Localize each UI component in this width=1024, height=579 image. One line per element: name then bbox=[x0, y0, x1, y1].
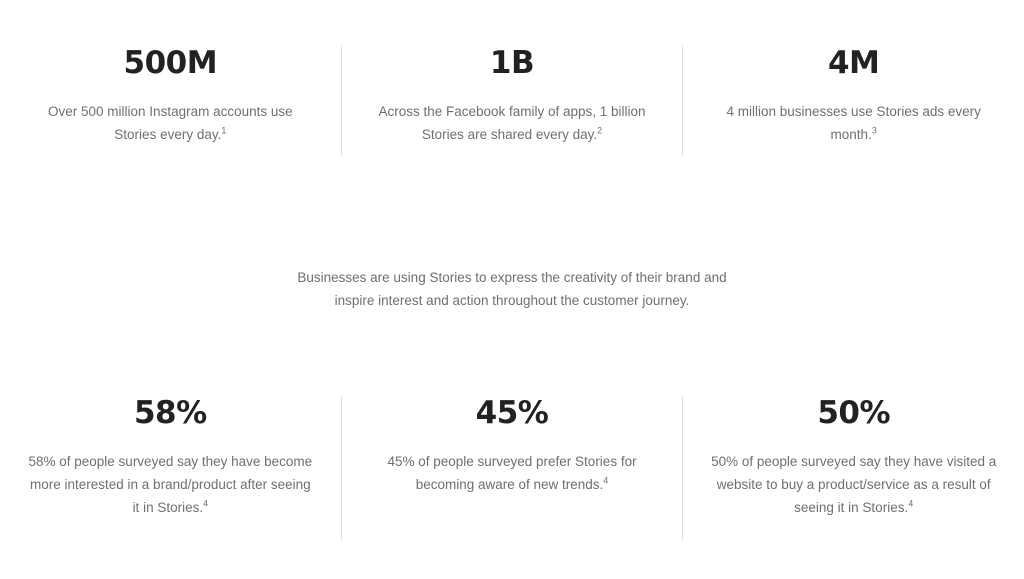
stat-description bbox=[32, 100, 309, 146]
stat-description bbox=[715, 100, 992, 146]
statement-text bbox=[0, 266, 1024, 312]
stat-description-text: Across the Facebook family of apps, 1 billion Stories are shared every day. bbox=[378, 104, 646, 143]
footnote-marker: 4 bbox=[203, 498, 209, 509]
footnote-marker: 3 bbox=[871, 125, 877, 136]
stat-card-500m bbox=[0, 46, 341, 156]
stat-description-text: 4 million businesses use Stories ads every month. bbox=[726, 104, 981, 143]
top-stats-section bbox=[0, 0, 1024, 156]
statement-line-2: inspire interest and action throughout the customer journey. bbox=[334, 293, 690, 308]
stat-card-content bbox=[32, 46, 309, 156]
bottom-stats-row bbox=[0, 396, 1024, 541]
stat-card-58pct bbox=[0, 396, 341, 541]
stat-card-4m bbox=[682, 46, 1024, 156]
stat-card-1b bbox=[341, 46, 683, 156]
stat-card-content bbox=[715, 46, 992, 156]
stat-card-content bbox=[26, 396, 315, 541]
stat-description bbox=[709, 450, 998, 519]
stat-value: 58% bbox=[133, 395, 207, 431]
stat-description bbox=[368, 450, 657, 496]
stat-description bbox=[26, 450, 315, 519]
footnote-marker: 4 bbox=[603, 475, 609, 486]
statement-section bbox=[0, 266, 1024, 312]
stat-description bbox=[374, 100, 651, 146]
stat-card-45pct bbox=[341, 396, 683, 541]
stat-card-50pct bbox=[682, 396, 1024, 541]
statement-line-1: Businesses are using Stories to express the creativity of their brand and bbox=[297, 270, 727, 285]
top-stats-row bbox=[0, 0, 1024, 156]
stat-card-content bbox=[374, 46, 651, 156]
bottom-stats-section bbox=[0, 396, 1024, 541]
stat-description-text: Over 500 million Instagram accounts use Stories every day. bbox=[48, 104, 293, 143]
footnote-marker: 1 bbox=[221, 125, 227, 136]
stat-value: 45% bbox=[475, 395, 549, 431]
stat-card-content bbox=[368, 396, 657, 541]
stat-value: 500M bbox=[123, 45, 218, 81]
footnote-marker: 2 bbox=[597, 125, 603, 136]
stat-description-text: 58% of people surveyed say they have become more interested in a brand/product after seeing it in Stories. bbox=[28, 454, 313, 516]
stat-description-text: 50% of people surveyed say they have visited a website to buy a product/service as a result of seeing it in Stories. bbox=[711, 454, 997, 516]
stat-card-content bbox=[709, 396, 998, 541]
stat-value: 50% bbox=[817, 395, 891, 431]
footnote-marker: 4 bbox=[908, 498, 914, 509]
stat-description-text: 45% of people surveyed prefer Stories for becoming aware of new trends. bbox=[387, 454, 637, 493]
stat-value: 4M bbox=[827, 45, 880, 81]
stat-value: 1B bbox=[489, 45, 535, 81]
